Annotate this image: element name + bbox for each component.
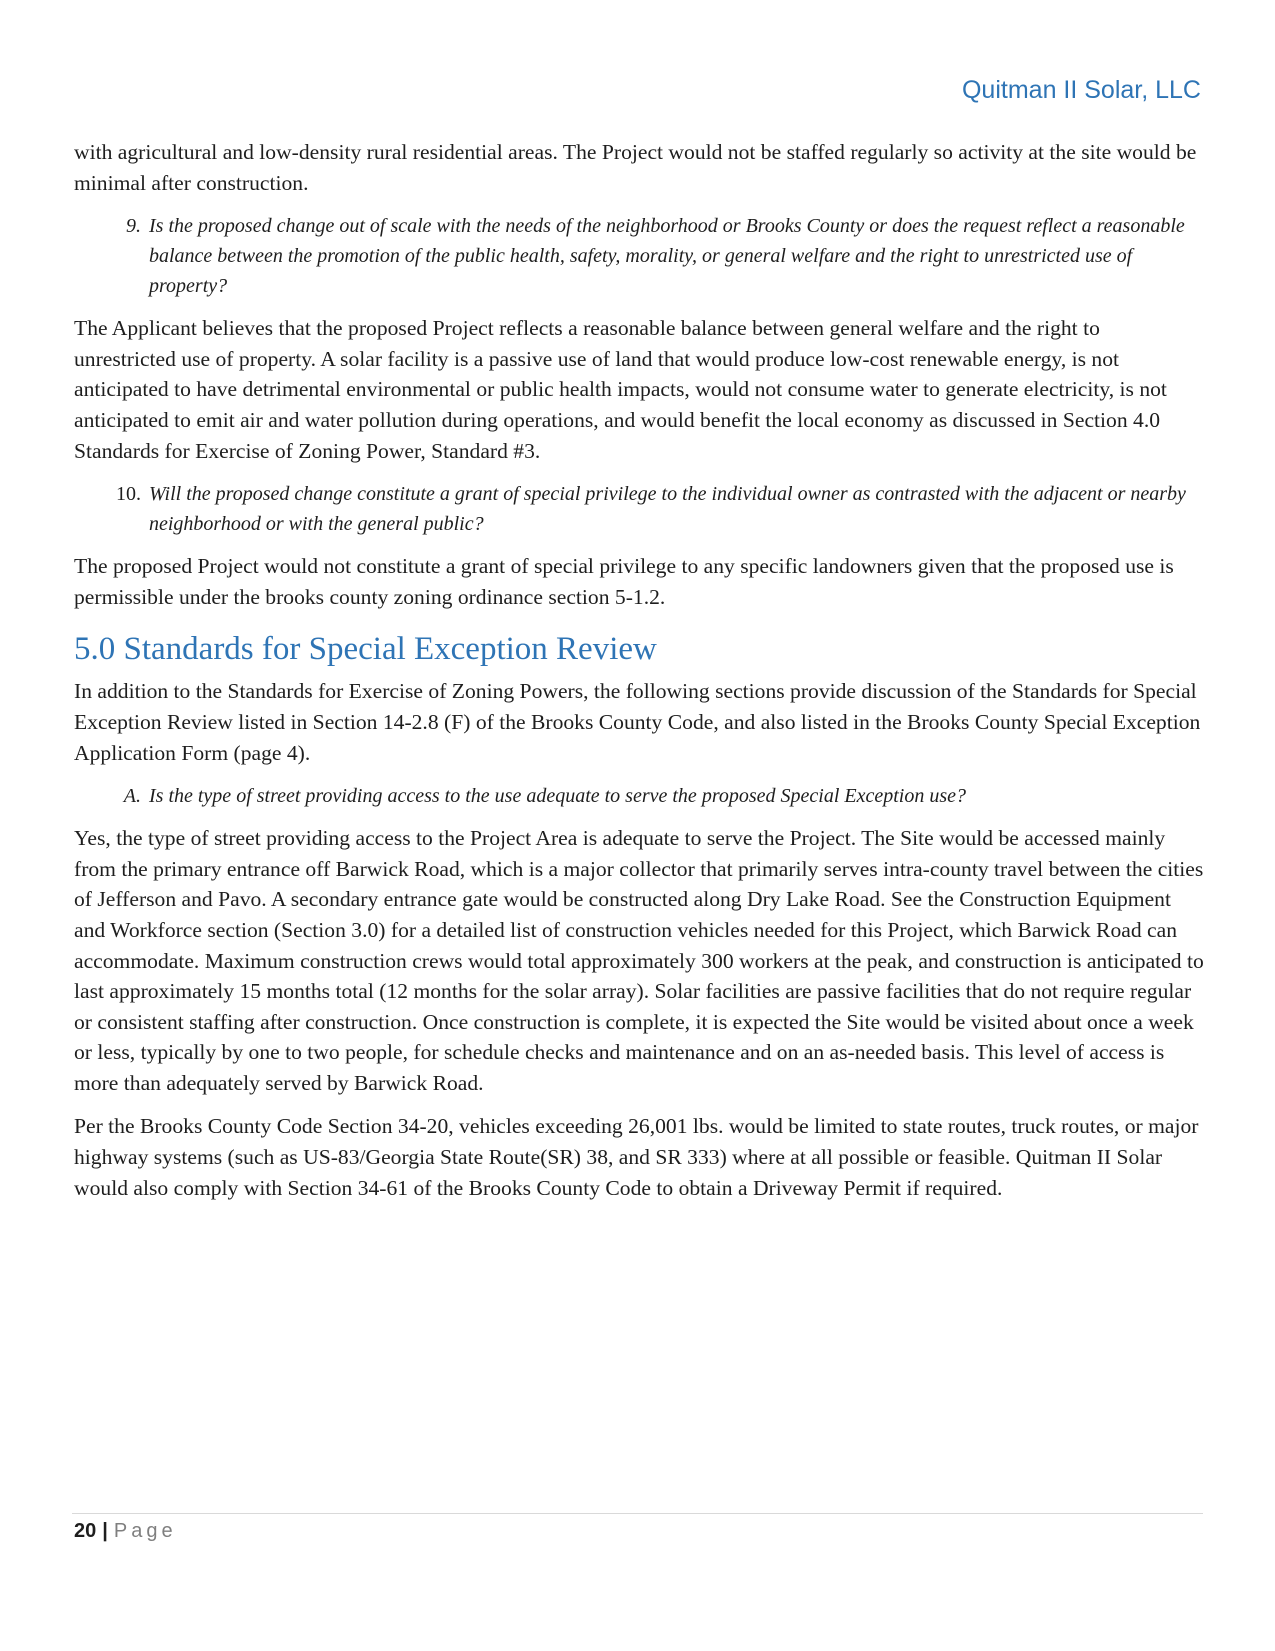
page-number: 20 xyxy=(74,1520,97,1542)
page-body xyxy=(74,137,1204,1216)
section-intro: In addition to the Standards for Exercise of Zoning Powers, the following sections provide discussion of the Standards for Special Exception Review listed in Section 14-2.8 (F) of the Brooks County Code, and also listed in the Brooks County Special Exception Application Form (page 4). xyxy=(74,679,1201,765)
footer-separator: | xyxy=(102,1520,108,1542)
paragraph-intro: with agricultural and low-density rural residential areas. The Project would not be staffed regularly so activity at the site would be minimal after construction. xyxy=(74,140,1197,195)
question-number: A. xyxy=(123,785,141,808)
answer-9: The Applicant believes that the proposed Project reflects a reasonable balance between general welfare and the right to unrestricted use of property. A solar facility is a passive use of land that would produce low-cost renewable energy, is not anticipated to have detrimental environmental or public health impacts, would not consume water to generate electricity, is not anticipated to emit air and water pollution during operations, and would benefit the local economy as discussed in Section 4.0 Standards for Exercise of Zoning Power, Standard #3. xyxy=(74,316,1167,463)
question-9 xyxy=(74,211,1204,301)
question-10 xyxy=(74,479,1204,539)
question-number: 9. xyxy=(126,215,141,238)
answer-a-paragraph-1: Yes, the type of street providing access to the Project Area is adequate to serve the Project. The Site would be accessed mainly from the primary entrance off Barwick Road, which is a major collector that primarily serves intra-county travel between the cities of Jefferson and Pavo. A secondary entrance gate would be constructed along Dry Lake Road. See the Construction Equipment and Workforce section (Section 3.0) for a detailed list of construction vehicles needed for this Project, which Barwick Road can accommodate. Maximum construction crews would total approximately 300 workers at the peak, and construction is anticipated to last approximately 15 months total (12 months for the solar array). Solar facilities are passive facilities that do not require regular or consistent staffing after construction. Once construction is complete, it is expected the Site would be visited about once a week or less, typically by one to two people, for schedule checks and maintenance and on an as-needed basis. This level of access is more than adequately served by Barwick Road. xyxy=(74,826,1204,1095)
question-text: Is the proposed change out of scale with the needs of the neighborhood or Brooks County or does the request reflect a reasonable balance between the promotion of the public health, safety, morality, or general welfare and the right to unrestricted use of property? xyxy=(149,215,1185,298)
question-a xyxy=(74,781,1204,811)
answer-10: The proposed Project would not constitute a grant of special privilege to any specific landowners given that the proposed use is permissible under the brooks county zoning ordinance section 5-1.2. xyxy=(74,554,1174,609)
question-text: Will the proposed change constitute a grant of special privilege to the individual owner as contrasted with the adjacent or nearby neighborhood or with the general public? xyxy=(149,483,1186,536)
running-header: Quitman II Solar, LLC xyxy=(961,76,1201,104)
section-heading: 5.0 Standards for Special Exception Review xyxy=(74,631,657,668)
page-footer xyxy=(74,1520,177,1543)
page-label: Page xyxy=(113,1520,177,1542)
question-number: 10. xyxy=(116,483,141,506)
question-text: Is the type of street providing access to the use adequate to serve the proposed Special Exception use? xyxy=(149,785,967,808)
answer-a-paragraph-2: Per the Brooks County Code Section 34-20, vehicles exceeding 26,001 lbs. would be limited to state routes, truck routes, or major highway systems (such as US-83/Georgia State Route(SR) 38, and SR 333) where at all possible or feasible. Quitman II Solar would also comply with Section 34-61 of the Brooks County Code to obtain a Driveway Permit if required. xyxy=(74,1114,1199,1200)
footer-divider xyxy=(72,1513,1203,1514)
